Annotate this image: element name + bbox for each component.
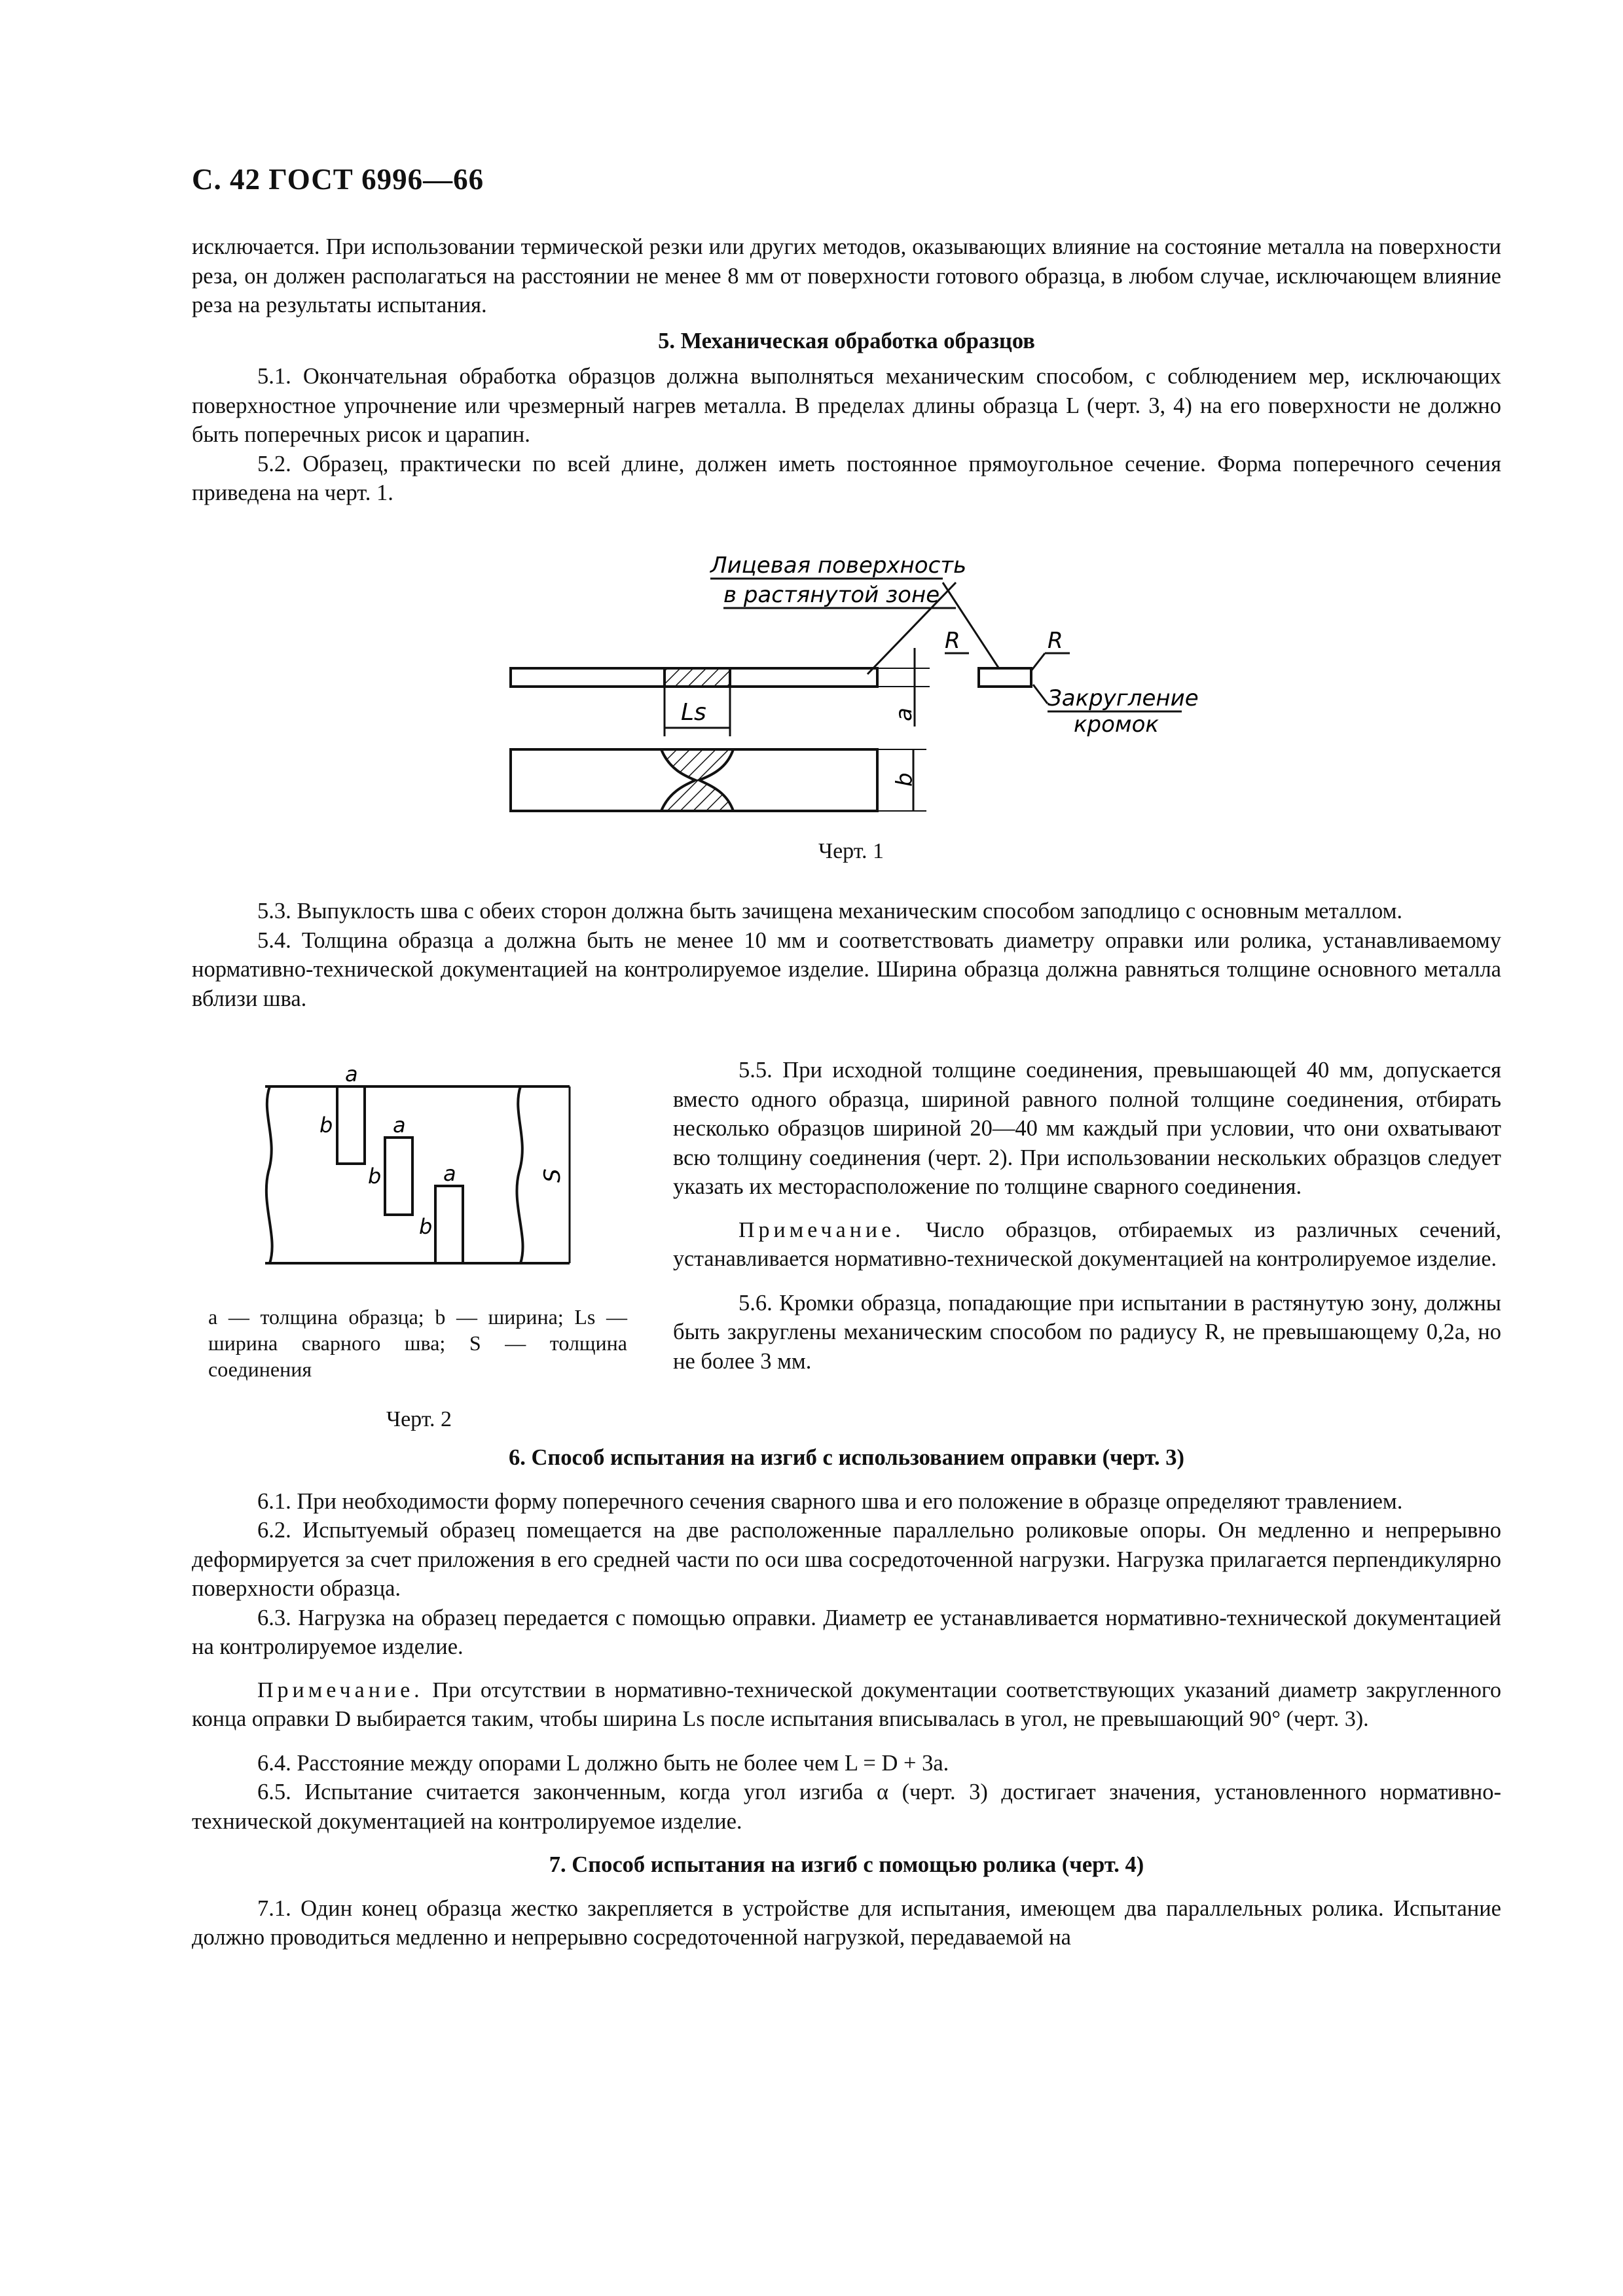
note-6-label: Примечание. <box>257 1677 424 1702</box>
para-6-1: 6.1. При необходимости форму поперечного сечения сварного шва и его положение в образце определяют травлением. <box>257 1488 1403 1514</box>
mid-text-block <box>192 897 1501 1013</box>
intro-paragraph: исключается. При использовании термической резки или других методов, оказывающих влияние на состояние металла на поверхности реза, он должен располагаться на расстоянии не менее 8 мм от поверхности готового образца, в любом случае, исключающем влияние реза на результаты испытания. <box>192 234 1501 317</box>
para-6-3: 6.3. Нагрузка на образец передается с помощью оправки. Диаметр ее устанавливается нормативно-технической документацией на контролируемое изделие. <box>192 1605 1501 1659</box>
para-6-2: 6.2. Испытуемый образец помещается на две расположенные параллельно роликовые опоры. Он медленно и непрерывно деформируется за счет приложения в его средней части по оси шва сосредоточенной нагрузки. Нагрузка прилагается перпендикулярно поверхности образца. <box>192 1518 1501 1601</box>
para-5-3: 5.3. Выпуклость шва с обеих сторон должна быть зачищена механическим способом заподлицо с основным металлом. <box>257 899 1403 924</box>
fig2-label-s: S <box>539 1168 566 1183</box>
para-6-5: 6.5. Испытание считается законченным, когда угол изгиба α (черт. 3) достигает значения, установленного нормативно-технической документацией на контролируемое изделие. <box>192 1780 1501 1834</box>
fig2-label-a1: a <box>345 1062 358 1086</box>
fig2-label-b2: b <box>368 1164 382 1189</box>
para-5-2: 5.2. Образец, практически по всей длине, должен иметь постоянное прямоугольное сечение. Форма поперечного сечения приведена на черт. 1. <box>192 451 1501 505</box>
fig1-label-r2: R <box>1048 628 1063 654</box>
para-5-1: 5.1. Окончательная обработка образцов должна выполняться механическим способом, с соблюдением мер, исключающих поверхностное упрочнение или чрезмерный нагрев металла. В пределах длины образца L (черт. 3, 4) на его поверхности не должно быть поперечных рисок и царапин. <box>192 364 1501 447</box>
fig1-label-face-1: Лицевая поверхность <box>710 552 967 579</box>
note-5 <box>673 1216 1501 1274</box>
fig1-label-face-2: в растянутой зоне <box>723 582 940 608</box>
section-5-title: 5. Механическая обработка образцов <box>658 328 1035 353</box>
section-7-title: 7. Способ испытания на изгиб с помощью ролика (черт. 4) <box>549 1852 1144 1877</box>
fig1-label-b: b <box>892 772 918 787</box>
note-6 <box>192 1676 1501 1734</box>
fig1-label-round-2: кромок <box>1074 711 1159 738</box>
note-5-text: Число образцов, отбираемых из различных сечений, устанавливается нормативно-технической документацией на контролируемое изделие. <box>673 1217 1502 1271</box>
fig2-label-a2: a <box>393 1113 406 1138</box>
page-header: С. 42 ГОСТ 6996—66 <box>192 163 484 196</box>
fig2-label-b3: b <box>419 1214 433 1239</box>
figure-1-caption: Черт. 1 <box>818 839 884 863</box>
bottom-text-block <box>192 1443 1501 1952</box>
figure-1-drawing <box>498 547 1244 854</box>
para-5-5: 5.5. При исходной толщине соединения, превышающей 40 мм, допускается вместо одного образца, шириной равного полной толщине соединения, отбирать несколько образцов шириной 20—40 мм каждый при условии, что они охватывают всю толщину соединения (черт. 2). При использовании нескольких образцов следует указать их месторасположение по толщине сварного соединения. <box>673 1058 1501 1199</box>
fig1-label-r1: R <box>945 628 960 654</box>
figure-2-legend: a — толщина образца; b — ширина; Ls — ширина сварного шва; S — толщина соединения <box>208 1305 627 1381</box>
fig2-label-a3: a <box>443 1161 456 1186</box>
note-5-label: Примечание. <box>739 1217 905 1242</box>
fig1-label-a: a <box>891 708 917 721</box>
right-column <box>673 1056 1501 1376</box>
figure-2-drawing <box>259 1060 599 1283</box>
figure-2-caption: Черт. 2 <box>386 1407 452 1431</box>
top-text-block <box>192 232 1501 508</box>
section-6-title: 6. Способ испытания на изгиб с использованием оправки (черт. 3) <box>508 1445 1184 1470</box>
para-5-6: 5.6. Кромки образца, попадающие при испытании в растянутую зону, должны быть закруглены механическим способом по радиусу R, не превышающему 0,2a, но не более 3 мм. <box>673 1290 1501 1374</box>
fig2-label-b1: b <box>319 1113 333 1138</box>
fig1-label-ls: Ls <box>681 699 706 726</box>
note-6-text: При отсутствии в нормативно-технической документации соответствующих указаний диаметр закругленного конца оправки D выбирается таким, чтобы ширина Ls после испытания вписывалась в угол, не превышающий 90° (черт. 3). <box>192 1677 1502 1731</box>
para-5-4: 5.4. Толщина образца a должна быть не менее 10 мм и соответствовать диаметру оправки или ролика, устанавливаемому нормативно-технической документацией на контролируемое изделие. Ширина образца должна равняться толщине основного металла вблизи шва. <box>192 927 1501 1011</box>
para-7-1: 7.1. Один конец образца жестко закрепляется в устройстве для испытания, имеющем два параллельных ролика. Испытание должно проводиться медленно и непрерывно сосредоточенной нагрузкой, передаваемой на <box>192 1895 1501 1950</box>
para-6-4: 6.4. Расстояние между опорами L должно быть не более чем L = D + 3a. <box>257 1750 949 1776</box>
fig1-label-round-1: Закругление <box>1048 685 1199 711</box>
